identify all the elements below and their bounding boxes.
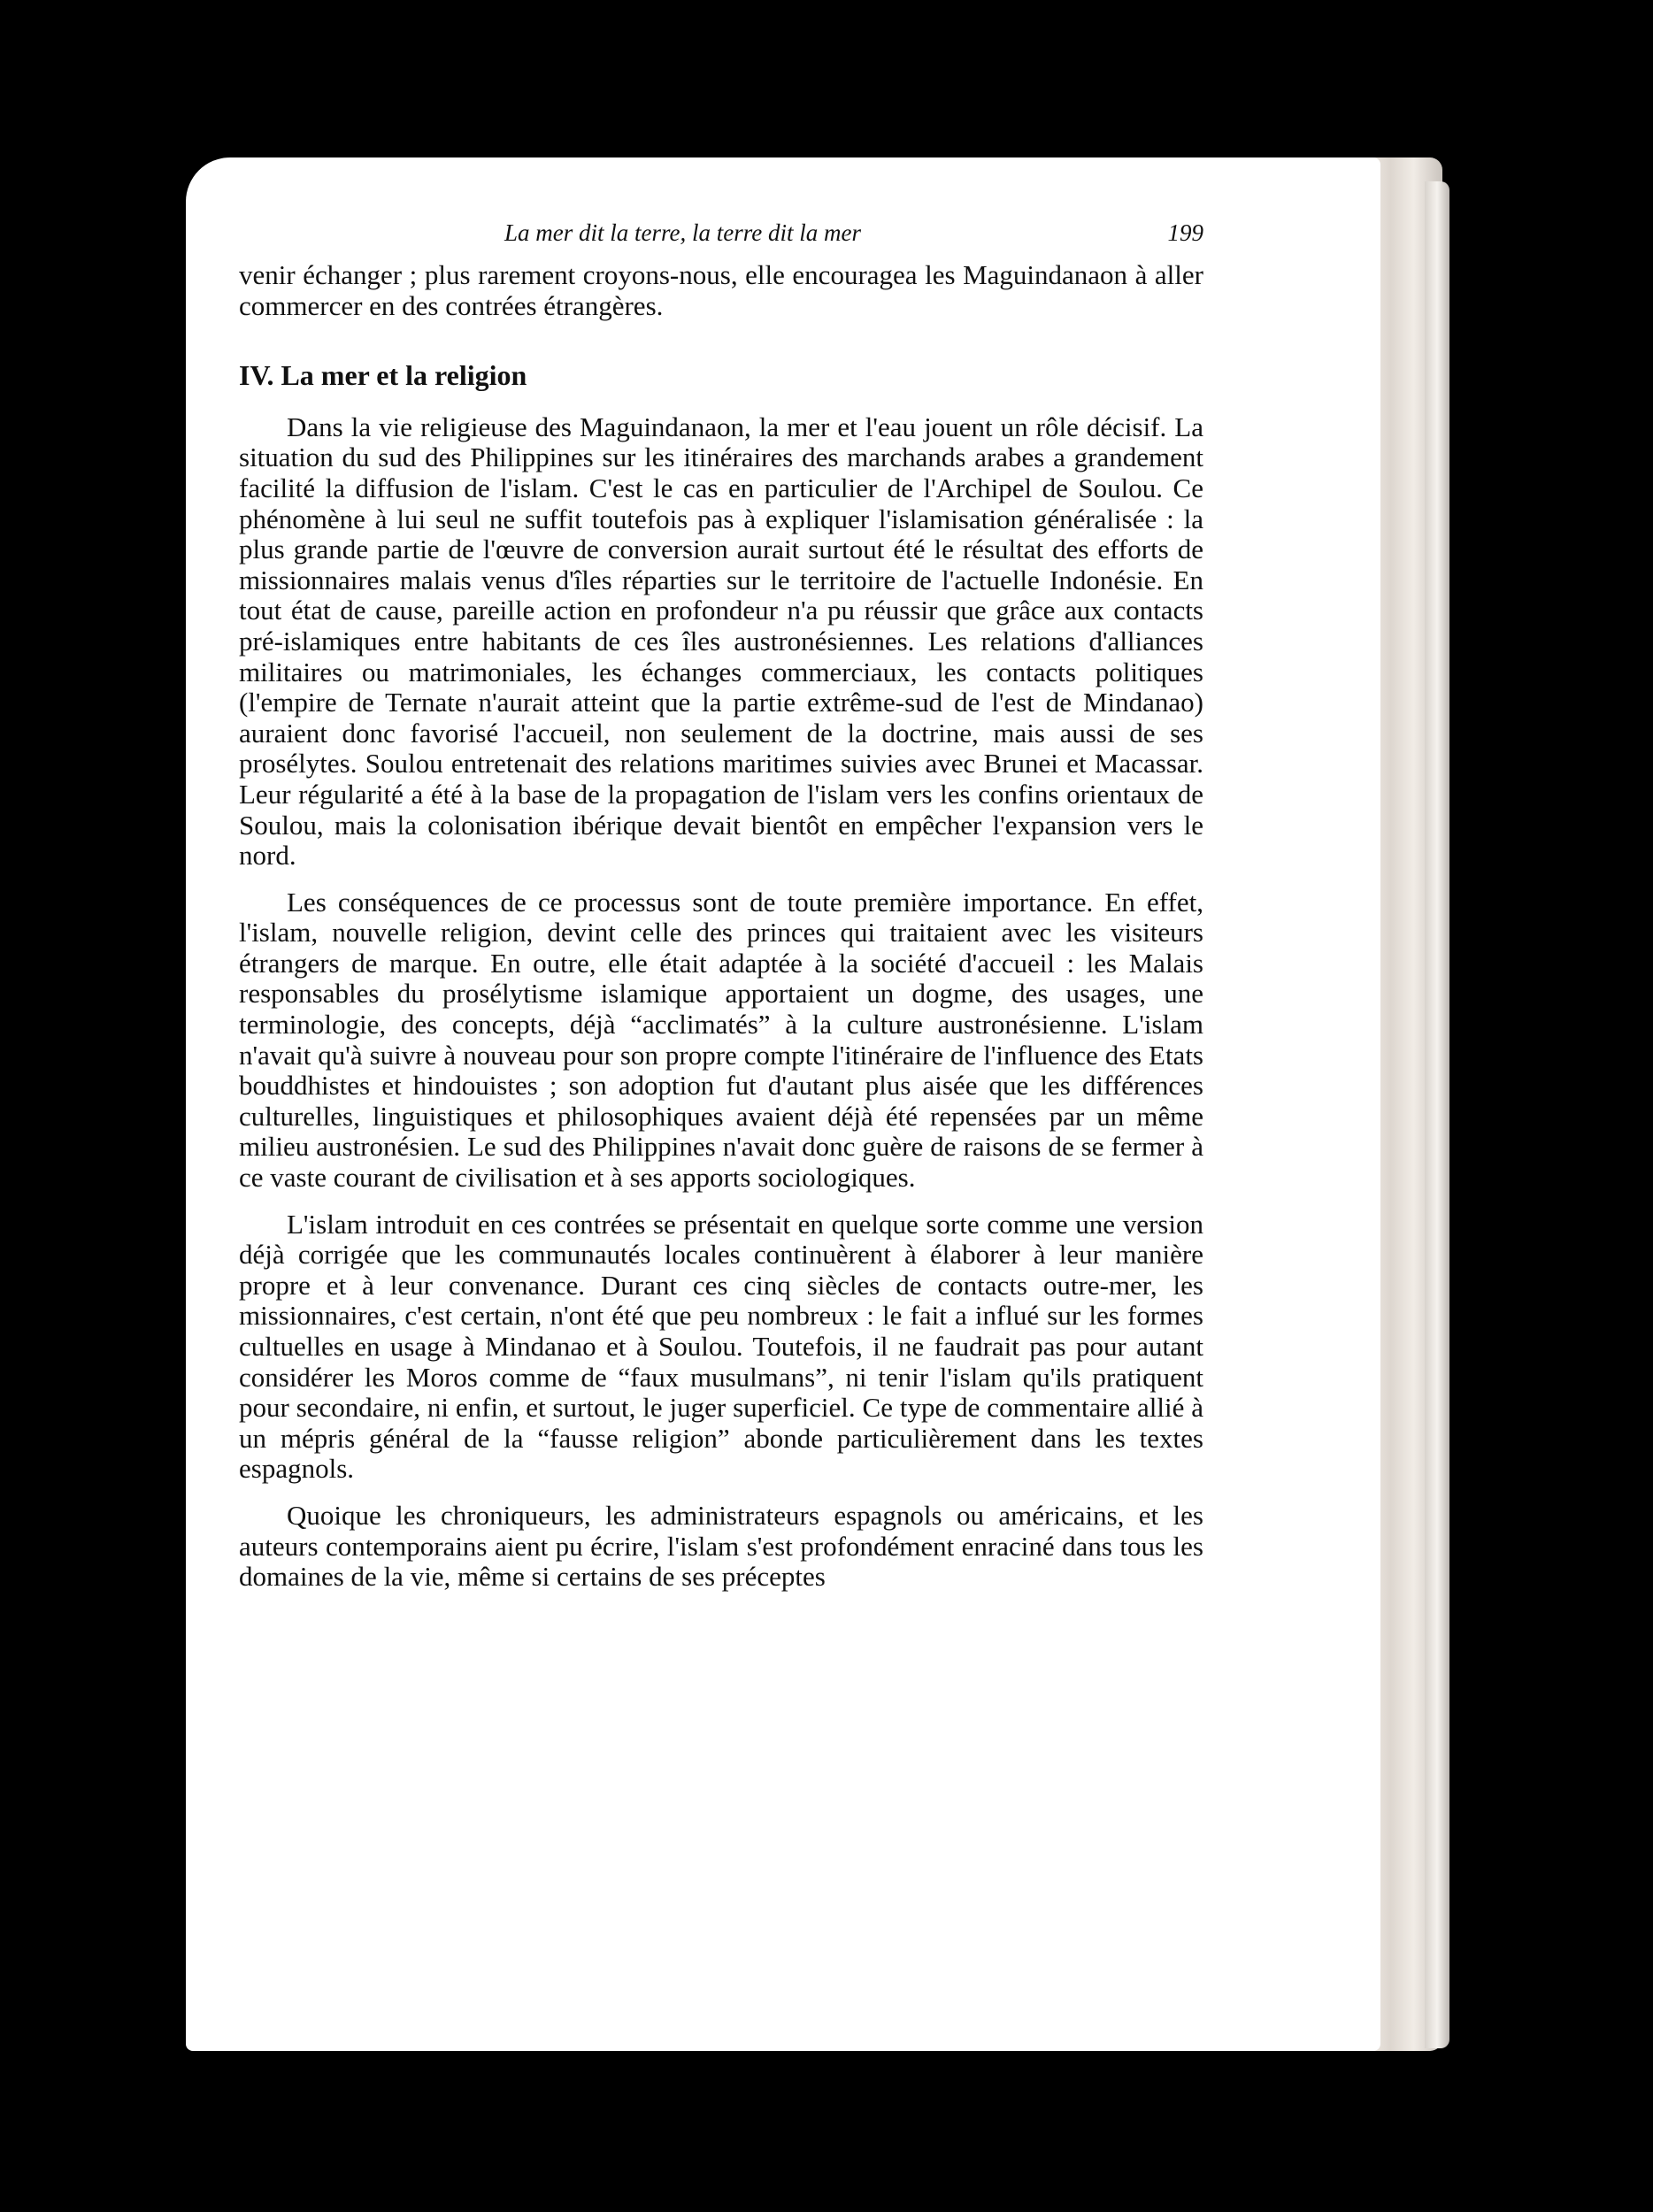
book-page xyxy=(186,157,1380,2051)
running-title: La mer dit la terre, la terre dit la mer xyxy=(504,219,861,246)
section-heading: IV. La mer et la religion xyxy=(239,359,527,392)
intro-paragraph: venir échanger ; plus rarement croyons-nous, elle encouragea les Maguindanaon à aller commercer en des contrées étrangères. xyxy=(239,259,1203,321)
paragraph-1: Dans la vie religieuse des Maguindanaon, la mer et l'eau jouent un rôle décisif. La situation du sud des Philippines sur les itinéraires des marchands arabes a grandement facilité la diffusion de l'islam. C'est le cas en particulier de l'Archipel de Soulou. Ce phénomène à lui seul ne suffit toutefois pas à expliquer l'islamisation généralisée : la plus grande partie de l'œuvre de conversion aurait surtout été le résultat des efforts de missionnaires malais venus d'îles réparties sur le territoire de l'actuelle Indonésie. En tout état de cause, pareille action en profondeur n'a pu réussir que grâce aux contacts pré-islamiques entre habitants de ces îles austronésiennes. Les relations d'alliances militaires ou matrimoniales, les échanges commerciaux, les contacts politiques (l'empire de Ternate n'aurait atteint que la partie extrême-sud de l'est de Mindanao) auraient donc favorisé l'accueil, non seulement de la doctrine, mais aussi de ses prosélytes. Soulou entretenait des relations maritimes suivies avec Brunei et Macassar. Leur régularité a été à la base de la propagation de l'islam vers les confins orientaux de Soulou, mais la colonisation ibérique devait bientôt en empêcher l'expansion vers le nord. xyxy=(239,411,1203,872)
page-number: 199 xyxy=(1167,219,1203,246)
page-content xyxy=(239,219,1203,1609)
page-edges-back xyxy=(1425,181,1449,2048)
paragraph-4: Quoique les chroniqueurs, les administrateurs espagnols ou américains, et les auteurs contemporains aient pu écrire, l'islam s'est profondément enraciné dans tous les domaines de la vie, même si certains de ses préceptes xyxy=(239,1499,1203,1593)
paragraph-3: L'islam introduit en ces contrées se présentait en quelque sorte comme une version déjà corrigée que les communautés locales continuèrent à élaborer à leur manière propre et à leur convenance. Durant ces cinq siècles de contacts outre-mer, les missionnaires, c'est certain, n'ont été que peu nombreux : le fait a influé sur les formes cultuelles en usage à Mindanao et à Soulou. Toutefois, il ne faudrait pas pour autant considérer les Moros comme de “faux musulmans”, ni tenir l'islam qu'ils pratiquent pour secondaire, ni enfin, et surtout, le juger superficiel. Ce type de commentaire allié à un mépris général de la “fausse religion” abonde particulièrement dans les textes espagnols. xyxy=(239,1208,1203,1485)
running-head xyxy=(239,219,1203,260)
paragraph-2: Les conséquences de ce processus sont de toute première importance. En effet, l'islam, nouvelle religion, devint celle des princes qui traitaient avec les visiteurs étrangers de marque. En outre, elle était adaptée à la société d'accueil : les Malais responsables du prosélytisme islamique apportaient un dogme, des usages, une terminologie, des concepts, déjà “acclimatés” à la culture austronésienne. L'islam n'avait qu'à suivre à nouveau pour son propre compte l'itinéraire de l'influence des Etats bouddhistes et hindouistes ; son adoption fut d'autant plus aisée que les différences culturelles, linguistiques et philosophiques avaient déjà été repensées par un même milieu austronésien. Le sud des Philippines n'avait donc guère de raisons de se fermer à ce vaste courant de civilisation et à ses apports sociologiques. xyxy=(239,886,1203,1194)
body-text xyxy=(239,260,1203,1593)
